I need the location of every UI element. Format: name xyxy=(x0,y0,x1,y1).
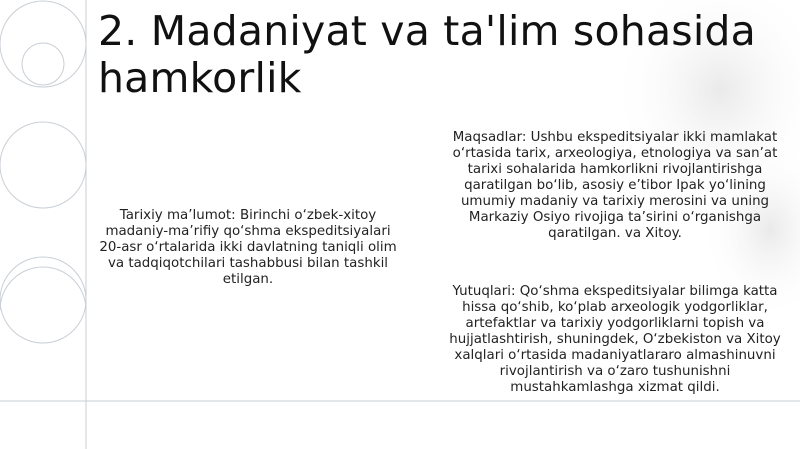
goals-text: Maqsadlar: Ushbu ekspeditsiyalar ikki mamlakat o‘rtasida tarix, arxeologiya, etnologiya va san’at tarixi sohalarida hamkorlikni rivojlantirishga qaratilgan bo‘lib, asosiy e’tibor Ipak yo‘lining umumiy madaniy va tarixiy merosini va uning Markaziy Osiyo rivojiga ta’sirini o‘rganishga qaratilgan. va Xitoy. xyxy=(452,130,778,241)
circle-decoration xyxy=(0,122,86,208)
slide-title: 2. Madaniyat va ta'lim sohasida hamkorlik xyxy=(98,7,756,102)
circle-decoration xyxy=(0,1,86,87)
circle-decoration xyxy=(0,257,86,343)
right-column xyxy=(440,130,790,396)
circle-decoration xyxy=(22,43,64,85)
history-text: Tarixiy ma’lumot: Birinchi o‘zbek-xitoy madaniy-ma’rifiy qo‘shma ekspeditsiyalari 20-asr o‘rtalarida ikki davlatning taniqli olim va tadqiqotchilari tashabbusi bilan tashkil etilgan. xyxy=(99,208,397,287)
achievements-text: Yutuqlari: Qo‘shma ekspeditsiyalar bilimga katta hissa qo‘shib, ko‘plab arxeologik yodgorliklar, artefaktlar va tarixiy yodgorliklarni topish va hujjatlashtirish, shuningdek, O‘zbekiston va Xitoy xalqlari o‘rtasida madaniyatlararo almashinuvni rivojlantirish va o‘zaro tushunishni mustahkamlashga xizmat qildi. xyxy=(449,284,781,395)
arc-decoration xyxy=(0,267,86,310)
